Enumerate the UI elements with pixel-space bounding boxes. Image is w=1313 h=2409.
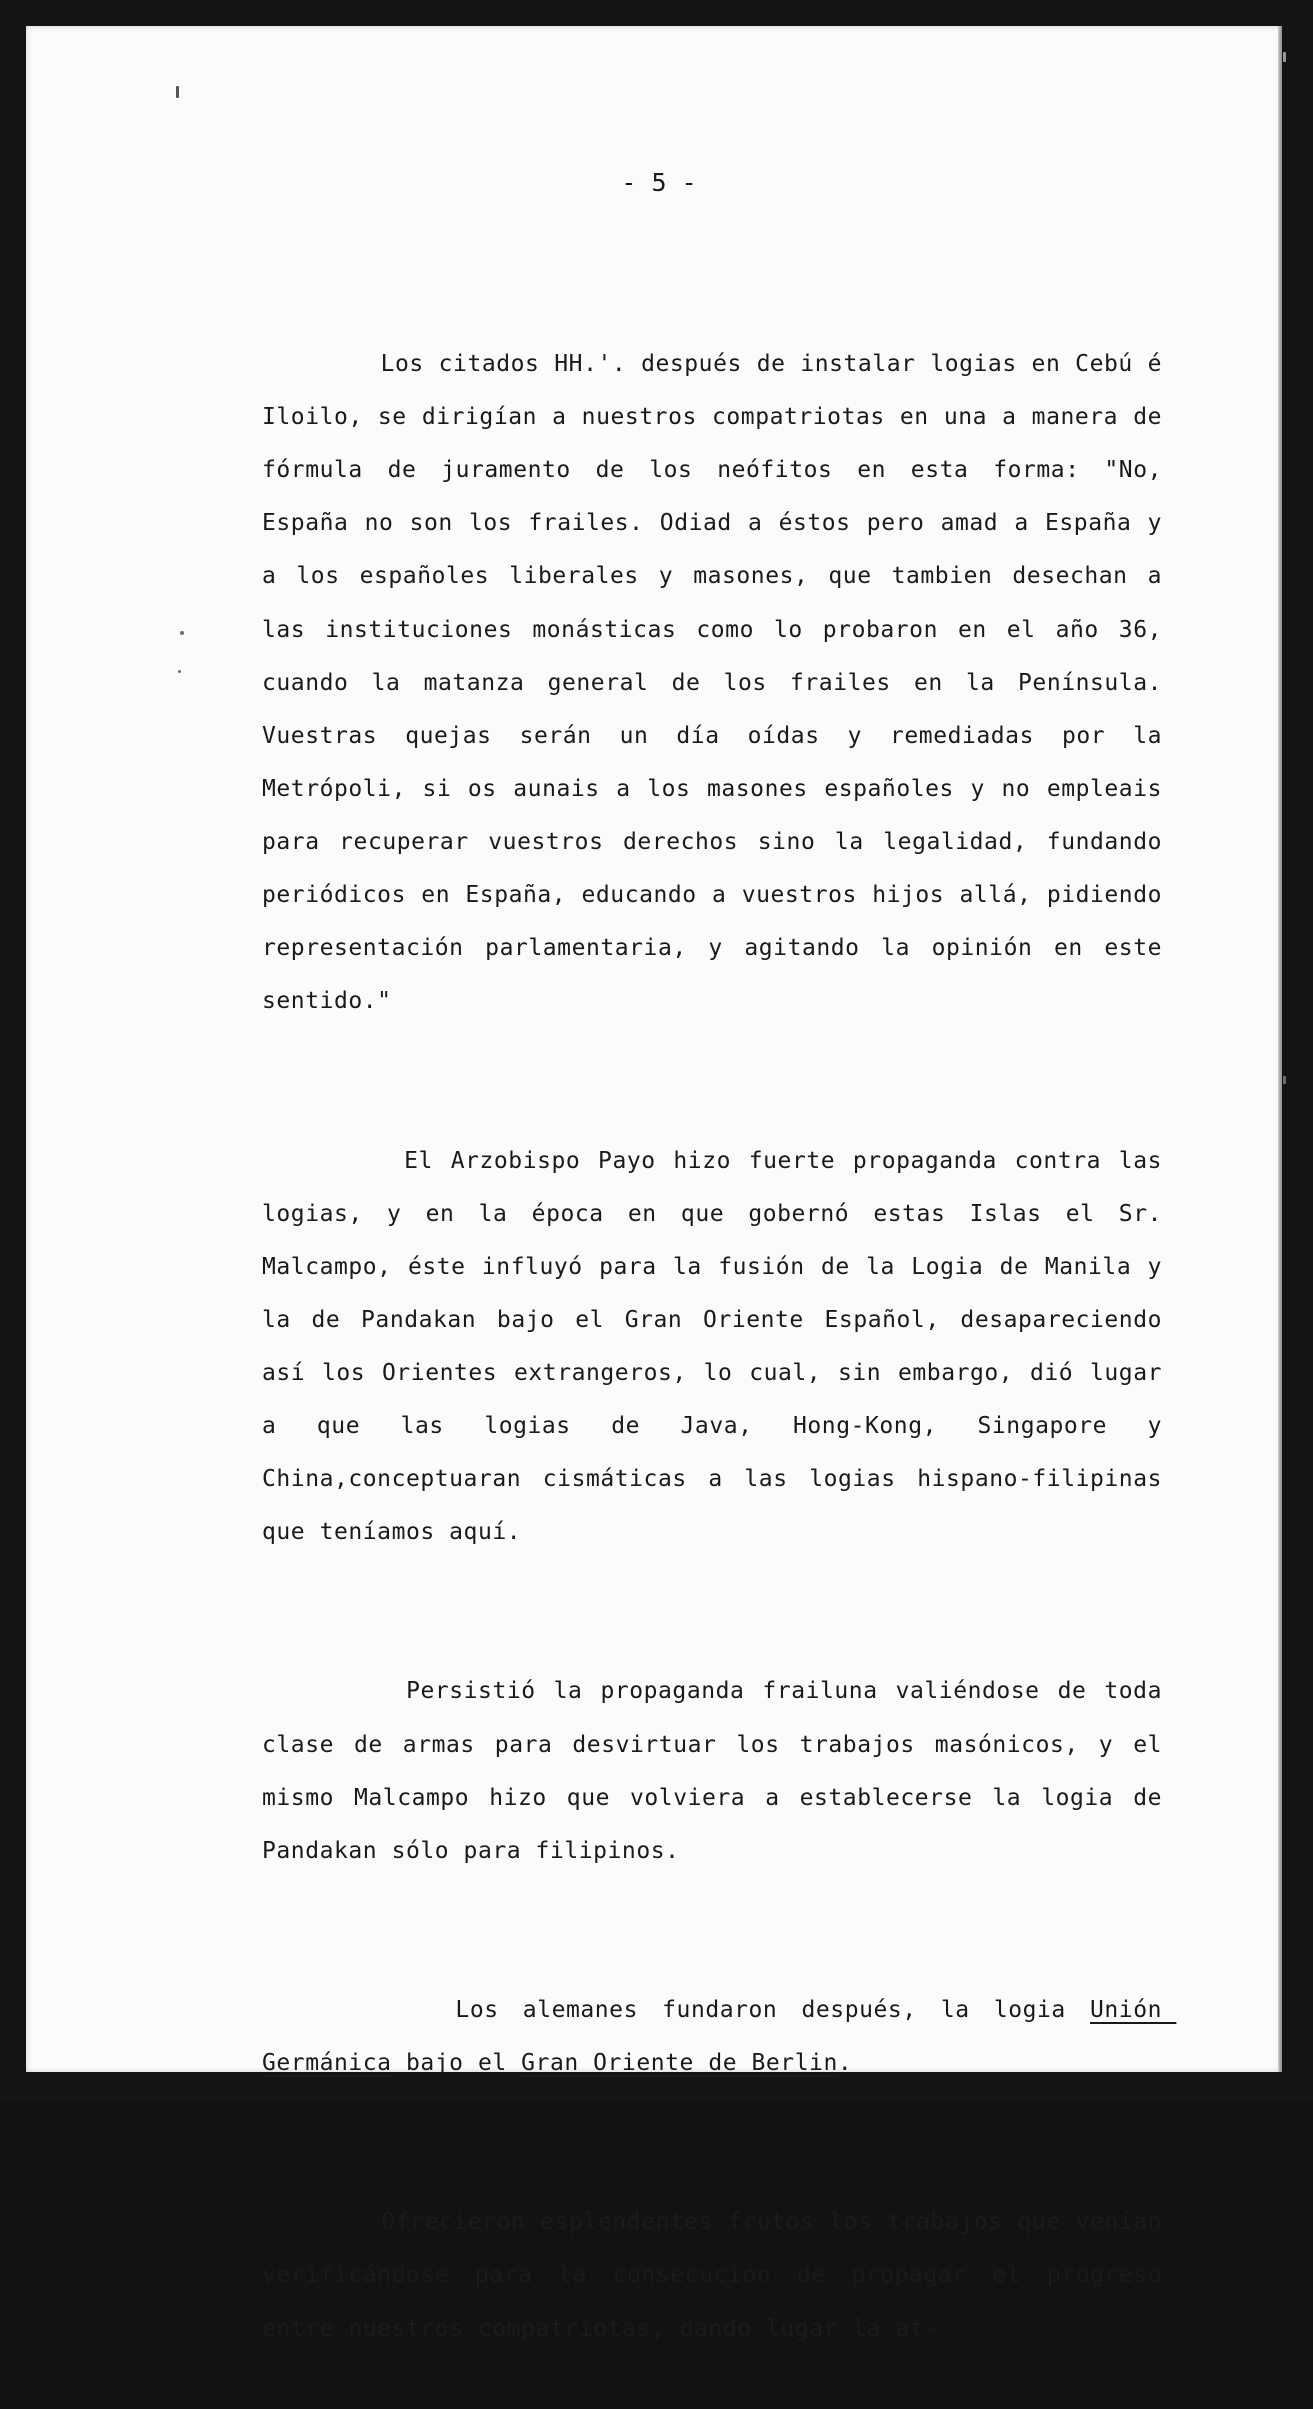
paragraph-4-text-c: .: [837, 2050, 853, 2077]
paragraph-5: [262, 2143, 1177, 2408]
scan-speck: [1283, 52, 1286, 62]
sheet-edge-shadow: [1278, 26, 1282, 2072]
scan-speck: [178, 670, 181, 673]
paragraph-1-text: Los citados HH.'. después de instalar logias en Cebú é Iloilo, se dirigían a nuestros compatriotas en una a manera de fórmula de juramento de los neófitos en esta forma: "No, España no son los frailes. Odiad a éstos pero amad a España y a los españoles liberales y masones, que tambien desechan a las instituciones monásticas como lo probaron en el año 36, cuando la matanza general de los frailes en la Península. Vuestras quejas serán un día oídas y remediadas por la Metrópoli, si os aunais a los masones españoles y no empleais para recuperar vuestros derechos sino la legalidad, fundando periódicos en España, educando a vuestros hijos allá, pidiendo representación parlamentaria, y agitando la opinión en este sentido.": [262, 351, 1177, 1015]
scan-speck: [176, 86, 179, 98]
paragraph-4: [262, 1931, 1177, 2143]
paper-sheet: [26, 26, 1282, 2342]
body-text: [262, 285, 1177, 2409]
paragraph-2: [262, 1081, 1177, 1612]
paragraph-3-text: Persistió la propaganda frailuna valiéndose de toda clase de armas para desvirtuar los trabajos masónicos, y el mismo Malcampo hizo que volviera a establecerse la logia de Pandakan sólo para filipinos.: [262, 1678, 1177, 1864]
paragraph-3: [262, 1612, 1177, 1931]
paragraph-2-text: El Arzobispo Payo hizo fuerte propaganda contra las logias, y en la época en que gobernó estas Islas el Sr. Malcampo, éste influyó para la fusión de la Logia de Manila y la de Pandakan bajo el Gran Oriente Español, desapareciendo así los Orientes extrangeros, lo cual, sin embargo, dió lugar a que las logias de Java, Hong-Kong, Singapore y China,conceptuaran cismáticas a las logias hispano-filipinas que teníamos aquí.: [262, 1147, 1177, 1546]
paragraph-1: [262, 285, 1177, 1081]
underlined-grand-orient: Gran Oriente de Berlin: [521, 2050, 838, 2077]
scan-speck: [180, 631, 184, 635]
underlined-lodge-name: Unión Germánica: [262, 1997, 1177, 2077]
paragraph-5-text: Ofrecieron esplendentes frutos los trabajos que venían verificándose para la consecución de propagar el progreso entre nuestros compatriotas, dando lugar la at-: [262, 2209, 1177, 2342]
scan-speck: [1283, 1076, 1286, 1084]
page-number: - 5 -: [621, 168, 697, 197]
paragraph-4-text-b: bajo el: [391, 2050, 522, 2077]
paragraph-4-text-a: Los alemanes fundaron después, la logia: [455, 1997, 1090, 2023]
